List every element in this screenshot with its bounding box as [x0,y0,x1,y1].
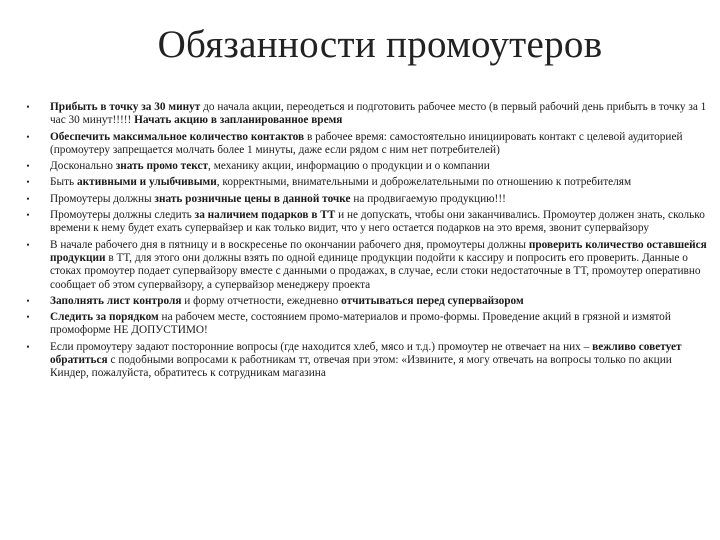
emphasis-text: активными и улыбчивыми [77,176,217,189]
emphasis-text: знать розничные цены в данной точке [154,192,351,205]
item-text: В начале рабочего дня в пятницу и в воскресенье по окончании рабочего дня, промоутеры должны [50,238,529,251]
bullet-icon: • [26,295,30,306]
item-text: Быть [50,176,77,189]
item-text: на рабочем месте, состоянием промо-материалов и промо-формы. Проведение акций в грязной и измятой промоформе НЕ ДОПУСТИМО! [50,311,671,337]
emphasis-text: Обеспечить максимальное количество контактов [50,130,305,143]
item-text: Промоутеры должны следить [50,209,195,222]
bullet-icon: • [26,161,30,172]
emphasis-text: Заполнять лист контроля [50,294,182,307]
page-title: Обязанности промоутеров [157,23,603,66]
list-item [24,101,710,128]
item-text: Если промоутеру задают посторонние вопросы (где находится хлеб, мясо и т.д.) промоутер не отвечает на них – [50,340,593,353]
bullet-icon: • [26,341,30,352]
list-item [24,239,710,292]
item-text: и форму отчетности, ежедневно [181,294,342,307]
emphasis-text: Следить за порядком [50,311,159,324]
bullet-icon: • [26,177,30,188]
emphasis-text: Начать акцию в запланированное время [134,114,343,127]
list-item [24,131,710,158]
emphasis-text: вежливо советует обратиться [50,340,682,367]
item-text: с подобными вопросами к работникам тт, отвечая при этом: «Извините, я могу отвечать на вопросы только по акции Киндер, пожалуйста, обратитесь к сотрудникам магазина [50,354,672,380]
item-text: и не допускать, чтобы они заканчивались. Промоутер должен знать, сколько времени к нему будет ехать супервайзер и как только видит, что у него остается подарков на это время, звонит супервайзору [50,209,705,235]
item-text: , корректными, внимательными и доброжелательными по отношению к потребителям [216,176,632,189]
item-text: на продвигаемую продукцию!!! [350,192,506,205]
emphasis-text: за наличием подарков в ТТ [194,209,336,222]
duties-list [24,101,710,384]
item-text: до начала акции, переодеться и подготовить рабочее место (в первый рабочий день прибыть в точку за 1 час 30 минут!!!!! [50,101,707,127]
bullet-icon: • [26,102,30,112]
bullet-icon: • [26,210,30,221]
list-item [24,160,710,173]
item-text: в ТТ, для этого они должны взять по одной единице продукции подойти к кассиру и попросить его проверить. Данные о стоках промоутер подает супервайзору вместе с данными о продажах, в случае, если стоки недостаточные в ТТ, промоутер оперативно сообщает об этом супервайзору, а супервайзор менеджеру проекта [50,251,701,291]
bullet-icon: • [26,239,30,250]
emphasis-text: знать промо текст [115,160,209,173]
emphasis-text: отчитываться перед супервайзором [341,294,524,307]
list-item [24,193,710,206]
item-text: , механику акции, информацию о продукции и о компании [208,160,490,173]
list-item [24,311,710,338]
item-text: в рабочее время: самостоятельно инициировать контакт с целевой аудиторией (промоутеру запрещается молчать более 1 минуты, даже если рядом с ним нет потребителей) [50,130,683,156]
list-item [24,295,710,308]
bullet-icon: • [26,312,30,323]
item-text: Досконально [50,160,116,173]
list-item [24,209,710,236]
bullet-icon: • [26,131,30,142]
bullet-icon: • [26,193,30,204]
emphasis-text: Прибыть в точку за 30 минут [50,101,201,113]
item-text: Промоутеры должны [50,192,155,205]
list-item [24,341,710,381]
list-item [24,176,710,189]
emphasis-text: проверить количество оставшейся продукции [50,238,707,264]
